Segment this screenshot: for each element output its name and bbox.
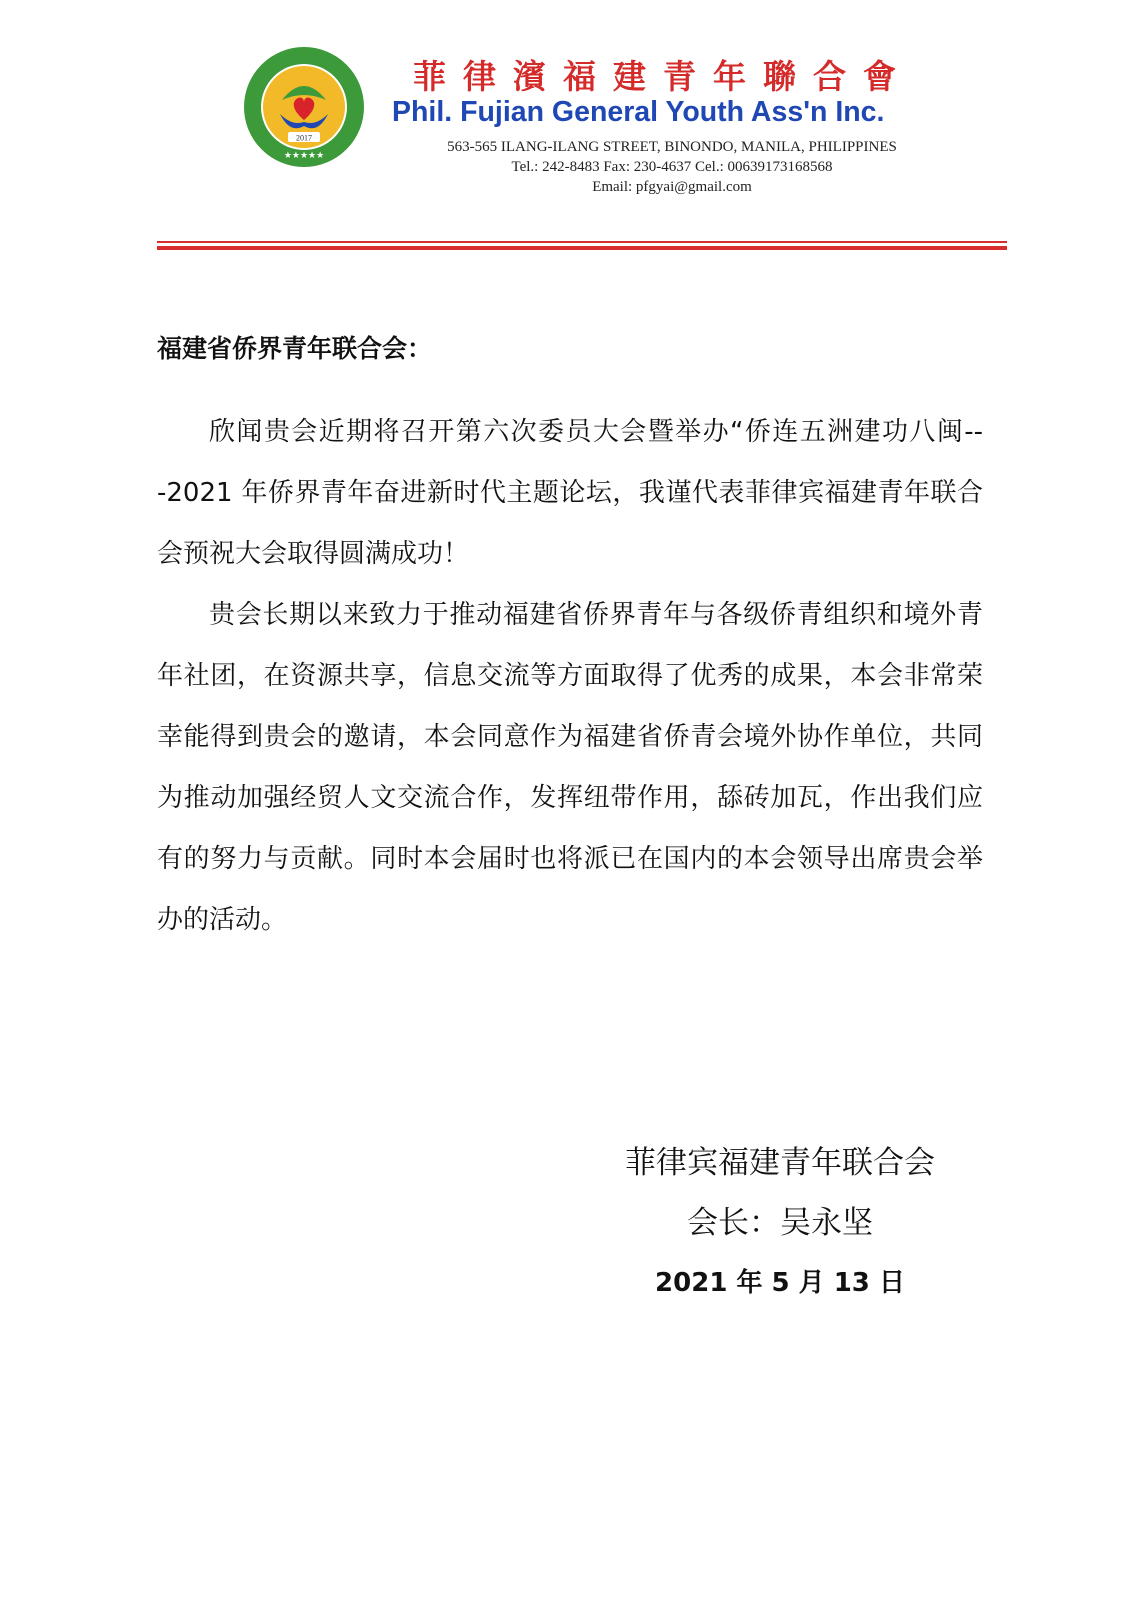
address: 563-565 ILANG-ILANG STREET, BINONDO, MANILA, PHILIPPINES bbox=[447, 139, 897, 155]
org-name-english: Phil. Fujian General Youth Ass'n Inc. bbox=[392, 96, 885, 128]
divider-thick-line bbox=[157, 246, 1007, 250]
paragraph-1: 欣闻贵会近期将召开第六次委员大会暨举办“侨连五洲建功八闽---2021 年侨界青年奋进新时代主题论坛，我谨代表菲律宾福建青年联合会预祝大会取得圆满成功！ bbox=[157, 417, 983, 569]
org-name-chinese: 菲律濱福建青年聯合會 bbox=[413, 57, 913, 96]
signature-date: 2021 年 5 月 13 日 bbox=[655, 1268, 905, 1298]
letter-body bbox=[157, 402, 983, 951]
divider-thin-line bbox=[157, 241, 1007, 243]
signature-title: 会长：吴永坚 bbox=[687, 1205, 873, 1241]
svg-text:★★★★★: ★★★★★ bbox=[283, 151, 325, 161]
email: Email: pfgyai@gmail.com bbox=[592, 179, 752, 195]
association-logo bbox=[242, 42, 366, 172]
paragraph-2: 贵会长期以来致力于推动福建省侨界青年与各级侨青组织和境外青年社团，在资源共享，信息交流等方面取得了优秀的成果，本会非常荣幸能得到贵会的邀请，本会同意作为福建省侨青会境外协作单位，共同为推动加强经贸人文交流合作，发挥纽带作用，舔砖加瓦，作出我们应有的努力与贡献。同时本会届时也将派已在国内的本会领导出席贵会举办的活动。 bbox=[157, 600, 983, 935]
salutation: 福建省侨界青年联合会： bbox=[157, 334, 433, 363]
signature-organization: 菲律宾福建青年联合会 bbox=[625, 1145, 935, 1181]
contact-info bbox=[392, 137, 952, 197]
phone-numbers: Tel.: 242-8483 Fax: 230-4637 Cel.: 00639173168568 bbox=[511, 159, 833, 175]
association-seal-icon bbox=[242, 42, 366, 172]
letterhead-divider bbox=[157, 241, 1007, 250]
svg-text:2017: 2017 bbox=[296, 133, 312, 143]
